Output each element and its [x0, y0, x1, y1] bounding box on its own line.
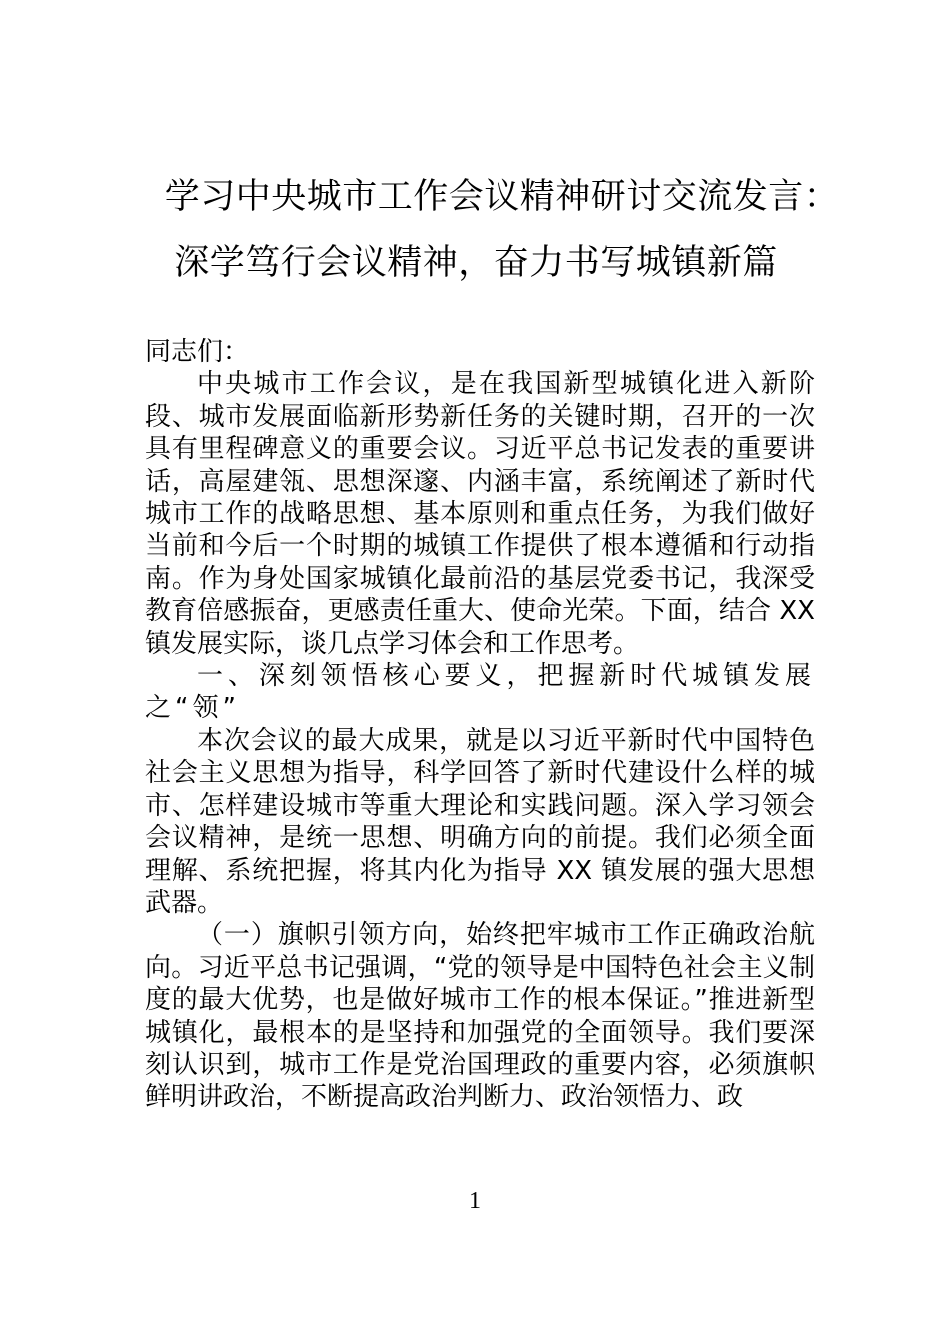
- document-title-line-1: 学习中央城市工作会议精神研讨交流发言：: [164, 177, 840, 217]
- section-heading-1: 一、深刻领悟核心要义，把握新时代城镇发展之“领”: [145, 661, 815, 724]
- paragraph-intro: 中央城市工作会议，是在我国新型城镇化进入新阶段、城市发展面临新形势新任务的关键时期，召开的一次具有里程碑意义的重要会议。习近平总书记发表的重要讲话，高屋建瓴、思想深邃、内涵丰富，系统阐述了新时代城市工作的战略思想、基本原则和重点任务，为我们做好当前和今后一个时期的城镇工作提供了根本遵循和行动指南。作为身处国家城镇化最前沿的基层党委书记，我深受教育倍感振奋，更感责任重大、使命光荣。下面，结合 XX 镇发展实际，谈几点学习体会和工作思考。: [145, 369, 815, 659]
- paragraph-section-1: 本次会议的最大成果，就是以习近平新时代中国特色社会主义思想为指导，科学回答了新时代建设什么样的城市、怎样建设城市等重大理论和实践问题。深入学习领会会议精神，是统一思想、明确方向的前提。我们必须全面理解、系统把握，将其内化为指导 XX 镇发展的强大思想武器。: [145, 725, 815, 918]
- paragraph-subsection-1: （一）旗帜引领方向，始终把牢城市工作正确政治航向。习近平总书记强调，“党的领导是中国特色社会主义制度的最大优势，也是做好城市工作的根本保证。”推进新型城镇化，最根本的是坚持和加强党的全面领导。我们要深刻认识到，城市工作是党治国理政的重要内容，必须旗帜鲜明讲政治，不断提高政治判断力、政治领悟力、政: [145, 920, 815, 1113]
- salutation: 同志们：: [145, 337, 250, 367]
- document-body: [145, 336, 815, 1114]
- document-title-line-2: 深学笃行会议精神，奋力书写城镇新篇: [174, 243, 778, 283]
- page-number: 1: [469, 1188, 481, 1214]
